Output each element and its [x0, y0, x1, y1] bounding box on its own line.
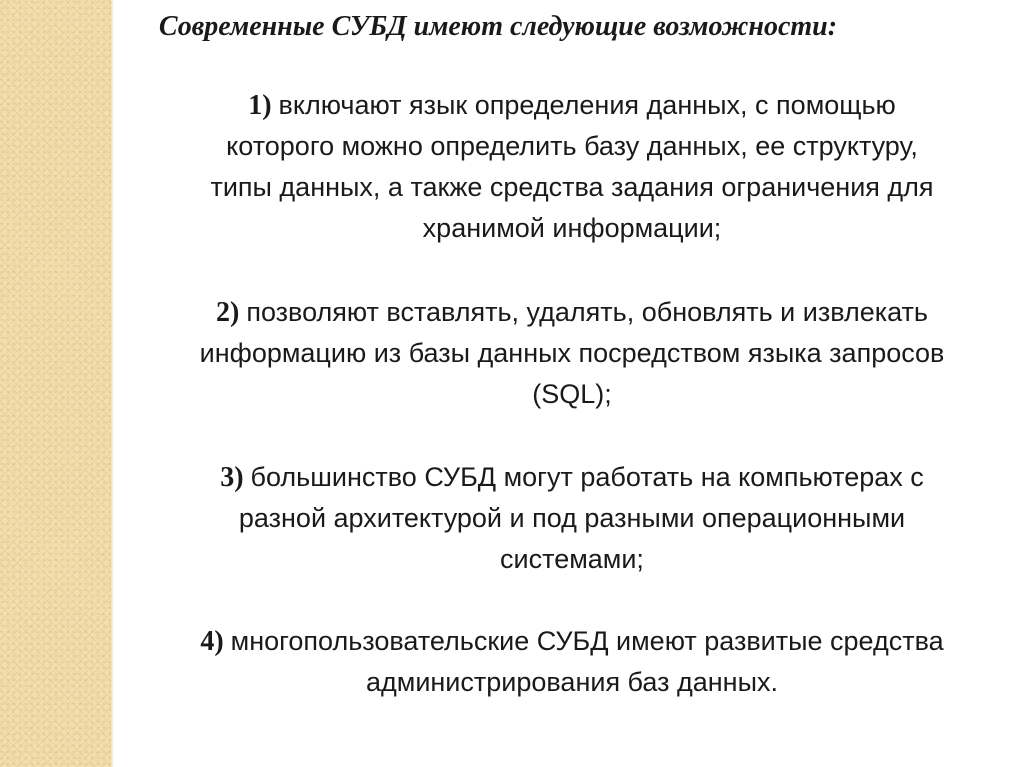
item-number: 1) [248, 90, 272, 121]
item-line: хранимой информации; [422, 213, 722, 243]
capability-item-4 [140, 621, 1004, 703]
item-line: типы данных, а также средства задания ограничения для [210, 172, 934, 202]
capability-item-1 [140, 85, 1004, 249]
decorative-side-band [0, 0, 111, 767]
item-line: системами; [500, 544, 644, 574]
item-line: (SQL); [532, 379, 612, 409]
item-number: 2) [216, 297, 240, 328]
side-band-shadow [111, 0, 114, 767]
item-line: многопользовательские СУБД имеют развитые средства [230, 626, 944, 656]
capability-item-2 [140, 292, 1004, 415]
item-line: включают язык определения данных, с помощью [278, 90, 896, 120]
item-line: которого можно определить базу данных, ее структуру, [226, 131, 918, 161]
item-line: разной архитектурой и под разными операционными [238, 503, 906, 533]
item-number: 3) [220, 462, 244, 493]
capability-item-3 [140, 457, 1004, 580]
item-line: позволяют вставлять, удалять, обновлять и извлекать [246, 297, 928, 327]
slide-heading: Современные СУБД имеют следующие возможности: [158, 11, 838, 42]
item-line: большинство СУБД могут работать на компьютерах с [250, 462, 924, 492]
item-number: 4) [200, 626, 224, 657]
item-line: информацию из базы данных посредством языка запросов [199, 338, 945, 368]
item-line: администрирования баз данных. [365, 667, 778, 697]
